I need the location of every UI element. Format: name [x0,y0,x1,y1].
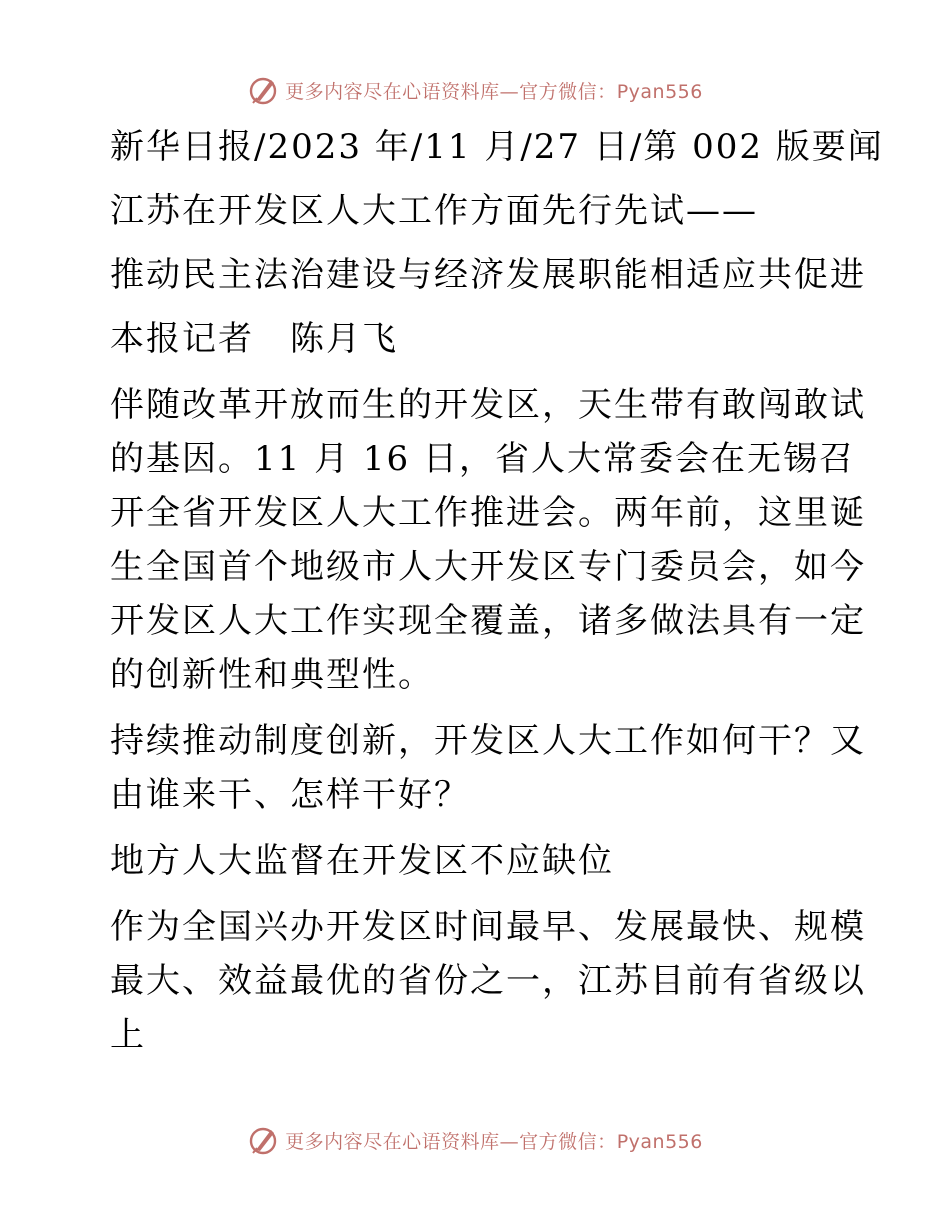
article-kicker: 江苏在开发区人大工作方面先行先试—— [110,191,758,231]
article-subheading: 地方人大监督在开发区不应缺位 [110,841,614,881]
watermark-title: 更多内容尽在心语资料库 [285,1130,500,1153]
article-body [98,120,884,1062]
watermark-text [285,1127,703,1154]
watermark-top [0,70,950,110]
quill-logo-icon [247,1124,279,1156]
paragraph-3: 作为全国兴办开发区时间最早、发展最快、规模最大、效益最优的省份之一，江苏目前有省级以上 [110,907,866,1055]
paragraph-2: 持续推动制度创新，开发区人大工作如何干？又由谁来干、怎样干好？ [110,721,866,815]
article-headline: 推动民主法治建设与经济发展职能相适应共促进 [110,255,866,295]
paragraph-1: 伴随改革开放而生的开发区，天生带有敢闯敢试的基因。11 月 16 日，省人大常委会在无锡召开全省开发区人大工作推进会。两年前，这里诞生全国首个地级市人大开发区专门委员会，如今开发区人大工作实现全覆盖，诸多做法具有一定的创新性和典型性。 [110,385,866,695]
watermark-wechat-id: Pyan556 [616,80,703,103]
watermark-title: 更多内容尽在心语资料库 [285,80,500,103]
watermark-wechat-label: 官方微信： [519,80,617,103]
quill-logo-icon [247,74,279,106]
watermark-text [285,77,703,104]
watermark-separator: — [499,1130,520,1153]
watermark-separator: — [499,80,520,103]
watermark-wechat-label: 官方微信： [519,1130,617,1153]
article-byline: 本报记者 陈月飞 [110,319,398,359]
watermark-bottom [0,1120,950,1160]
source-line: 新华日报/2023 年/11 月/27 日/第 002 版要闻 [110,127,884,167]
watermark-wechat-id: Pyan556 [616,1130,703,1153]
